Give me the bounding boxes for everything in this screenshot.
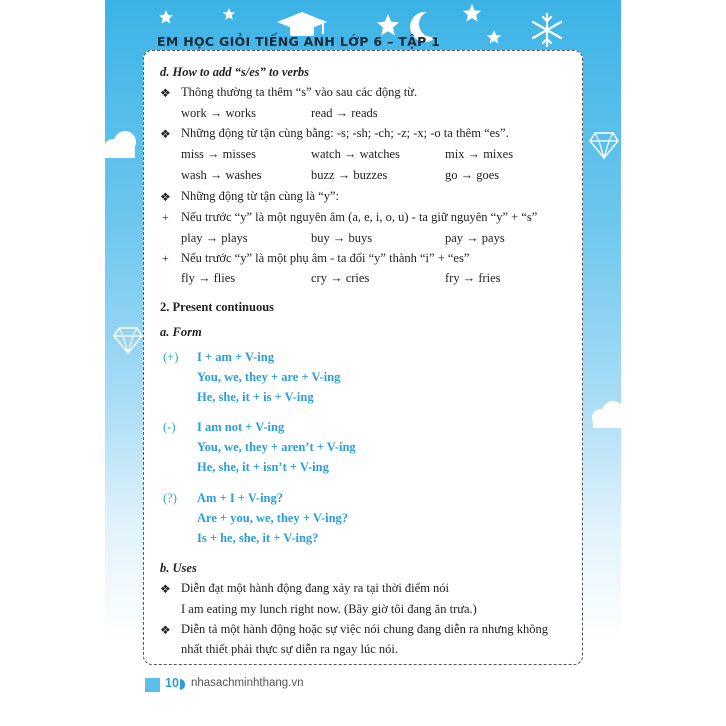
- example-item: miss → misses: [181, 147, 257, 161]
- example-item: wash → washes: [181, 168, 262, 182]
- use-description: Diễn tả một hành động hoặc sự việc nói chung đang diễn ra nhưng không: [181, 622, 548, 636]
- rule-add-s: Thông thường ta thêm “s” vào sau các động từ.: [181, 85, 418, 99]
- example-item: fry → fries: [445, 271, 501, 285]
- example-item: work → works: [181, 106, 256, 120]
- book-page: [105, 0, 621, 726]
- example-item: fly → flies: [181, 271, 236, 285]
- star-icon: [159, 10, 173, 24]
- star-icon: [377, 14, 399, 36]
- example-item: buy → buys: [311, 231, 373, 245]
- snowflake-icon: [529, 12, 565, 48]
- negative-sign: (-): [163, 420, 176, 434]
- publisher-website: nhasachminhthang.vn: [191, 677, 304, 689]
- example-item: mix → mixes: [445, 147, 514, 161]
- use-description-continued: nhất thiết phải thực sự diễn ra ngay lúc nói.: [181, 642, 398, 656]
- formula-line: He, she, it + isn’t + V-ing: [197, 460, 329, 474]
- rule-vowel-y: Nếu trước “y” là một nguyên âm (a, e, i, o, u) - ta giữ nguyên “y” + “s”: [181, 210, 538, 224]
- use-example: I am eating my lunch right now. (Bây giờ tôi đang ăn trưa.): [181, 602, 477, 616]
- section-heading-present-continuous: 2. Present continuous: [160, 300, 275, 314]
- star-icon: [223, 8, 235, 20]
- rule-add-es: Những động từ tận cùng bằng: -s; -sh; -ch; -z; -x; -o ta thêm “es”.: [181, 126, 509, 140]
- formula-line: You, we, they + are + V-ing: [197, 370, 341, 384]
- bullet-icon: ❖: [160, 127, 171, 141]
- formula-line: Am + I + V-ing?: [197, 491, 284, 505]
- plus-marker: +: [162, 210, 169, 224]
- formula-line: Is + he, she, it + V-ing?: [197, 531, 319, 545]
- formula-line: I am not + V-ing: [197, 420, 285, 434]
- example-item: buzz → buzzes: [311, 168, 388, 182]
- star-icon: [487, 30, 501, 44]
- footer-square-decoration: [145, 678, 160, 692]
- cloud-icon: [591, 400, 621, 430]
- bullet-icon: ❖: [160, 190, 171, 204]
- book-title-header: EM HỌC GIỎI TIẾNG ANH LỚP 6 – TẬP 1: [157, 34, 441, 49]
- plus-marker: +: [162, 251, 169, 265]
- content-card: [143, 50, 583, 665]
- formula-line: I + am + V-ing: [197, 350, 274, 364]
- example-item: cry → cries: [311, 271, 370, 285]
- example-item: play → plays: [181, 231, 248, 245]
- cloud-icon: [105, 130, 137, 160]
- page-number: 10: [165, 676, 179, 690]
- footer-half-circle-decoration: [180, 679, 185, 690]
- diamond-icon: [589, 130, 619, 160]
- question-sign: (?): [163, 491, 177, 505]
- use-description: Diễn đạt một hành động đang xảy ra tại thời điểm nói: [181, 581, 450, 595]
- formula-line: He, she, it + is + V-ing: [197, 390, 314, 404]
- example-item: pay → pays: [445, 231, 505, 245]
- formula-line: You, we, they + aren’t + V-ing: [197, 440, 356, 454]
- example-item: go → goes: [445, 168, 500, 182]
- bullet-icon: ❖: [160, 582, 171, 596]
- diamond-icon: [113, 325, 143, 355]
- formula-line: Are + you, we, they + V-ing?: [197, 511, 349, 525]
- rule-ending-y: Những động từ tận cùng là “y”:: [181, 189, 339, 203]
- bullet-icon: ❖: [160, 623, 171, 637]
- example-item: watch → watches: [311, 147, 400, 161]
- star-icon: [463, 4, 481, 22]
- rule-consonant-y: Nếu trước “y” là một phụ âm - ta đổi “y” thành “i” + “es”: [181, 251, 470, 265]
- section-heading-add-s-es: d. How to add “s/es” to verbs: [160, 65, 309, 79]
- example-item: read → reads: [311, 106, 378, 120]
- bullet-icon: ❖: [160, 86, 171, 100]
- positive-sign: (+): [163, 350, 179, 364]
- subheading-uses: b. Uses: [160, 561, 197, 575]
- subheading-form: a. Form: [160, 325, 202, 339]
